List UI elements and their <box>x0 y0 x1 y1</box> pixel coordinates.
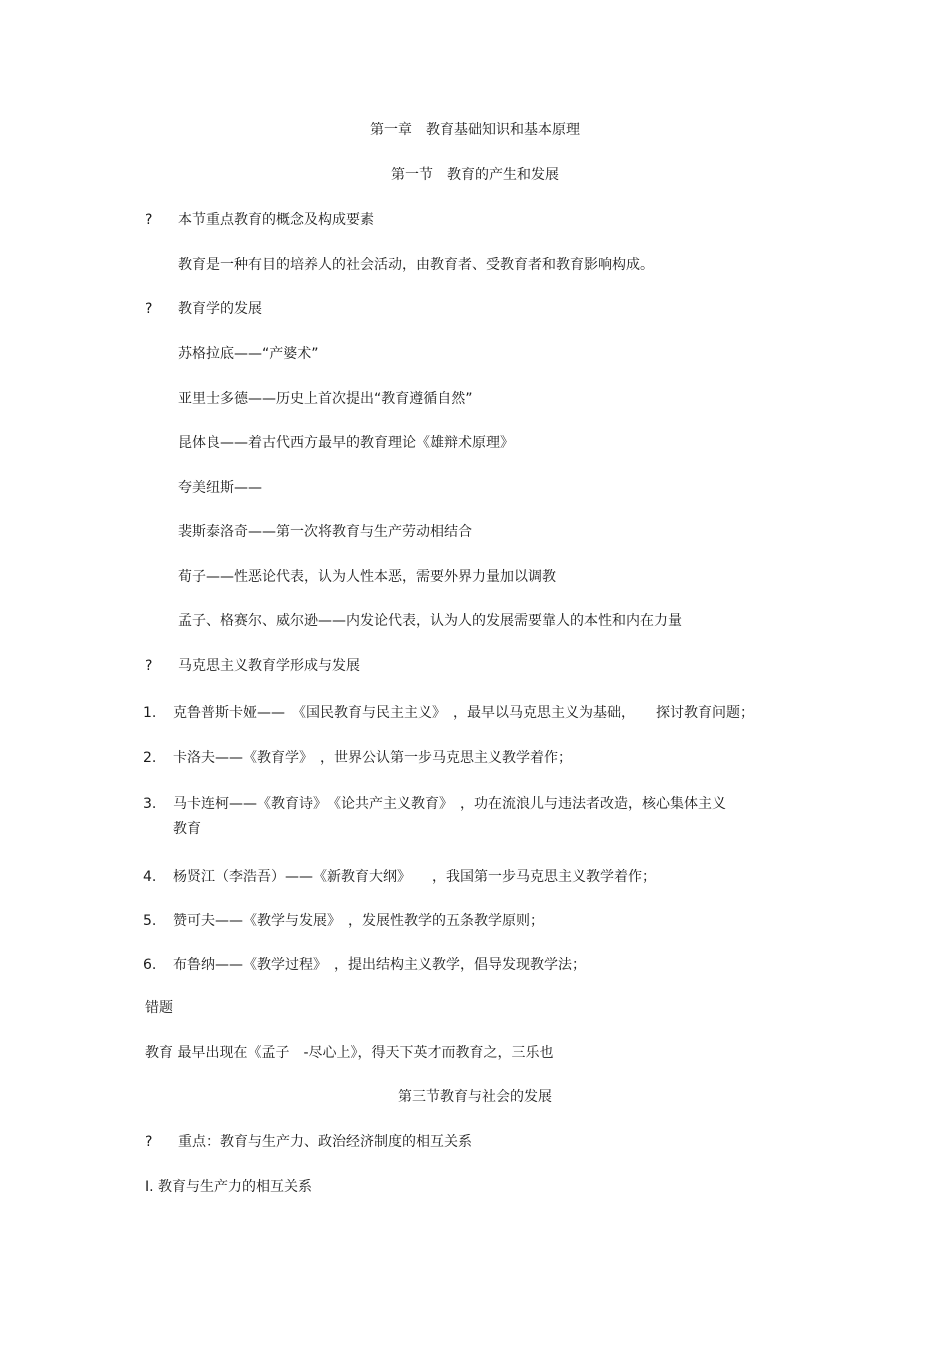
figure-line: 亚里士多德——历史上首次提出“教育遵循自然” <box>178 391 473 407</box>
list-text: 克鲁普斯卡娅—— 《国民教育与民主主义》 ，最早以马克思主义为基础， 探讨教育问题； <box>173 705 754 721</box>
wrong-question-note: 教育 最早出现在《孟子 -尽心上》，得天下英才而教育之，三乐也 <box>145 1045 554 1061</box>
bullet-icon: ? <box>145 658 153 674</box>
marxist-heading: 马克思主义教育学形成与发展 <box>178 658 360 674</box>
list-number: 5. <box>143 913 157 929</box>
figure-line: 苏格拉底——“产婆术” <box>178 346 319 362</box>
list-text: 布鲁纳——《教学过程》 ，提出结构主义教学，倡导发现教学法； <box>173 957 586 973</box>
bullet-icon: ? <box>145 212 153 228</box>
list-number: 1. <box>143 705 157 721</box>
subsection-heading: Ⅰ. 教育与生产力的相互关系 <box>145 1179 313 1195</box>
list-text: 马卡连柯——《教育诗》 《论共产主义教育》 ，功在流浪儿与违法者改造，核心集体主义 <box>173 796 726 812</box>
key-point-text: 重点：教育与生产力、政治经济制度的相互关系 <box>178 1134 472 1150</box>
figure-line: 荀子——性恶论代表，认为人性本恶，需要外界力量加以调教 <box>178 569 556 585</box>
list-number: 3. <box>143 796 157 812</box>
bullet-icon: ? <box>145 301 153 317</box>
figure-line: 昆体良——着古代西方最早的教育理论《雄辩术原理》 <box>178 435 514 451</box>
section-title: 第三节教育与社会的发展 <box>398 1089 552 1105</box>
list-text: 赞可夫——《教学与发展》 ，发展性教学的五条教学原则； <box>173 913 544 929</box>
bullet-icon: ? <box>145 1134 153 1150</box>
chapter-title: 第一章 教育基础知识和基本原理 <box>370 122 580 138</box>
list-text: 卡洛夫——《教育学》 ，世界公认第一步马克思主义教学着作； <box>173 750 572 766</box>
figure-line: 裴斯泰洛奇——第一次将教育与生产劳动相结合 <box>178 524 472 540</box>
list-number: 4. <box>143 869 157 885</box>
wrong-questions-label: 错题 <box>145 1000 173 1016</box>
definition-text: 教育是一种有目的培养人的社会活动，由教育者、受教育者和教育影响构成。 <box>178 257 654 273</box>
pedagogy-heading: 教育学的发展 <box>178 301 262 317</box>
key-point-heading: 本节重点教育的概念及构成要素 <box>178 212 374 228</box>
section-title: 第一节 教育的产生和发展 <box>391 167 559 183</box>
figure-line: 孟子、格赛尔、威尔逊——内发论代表，认为人的发展需要靠人的本性和内在力量 <box>178 613 682 629</box>
list-text-continuation: 教育 <box>173 821 201 837</box>
list-text: 杨贤江（李浩吾）——《新教育大纲》 ，我国第一步马克思主义教学着作； <box>173 869 656 885</box>
list-number: 6. <box>143 957 157 973</box>
list-number: 2. <box>143 750 157 766</box>
figure-line: 夸美纽斯—— <box>178 480 262 496</box>
